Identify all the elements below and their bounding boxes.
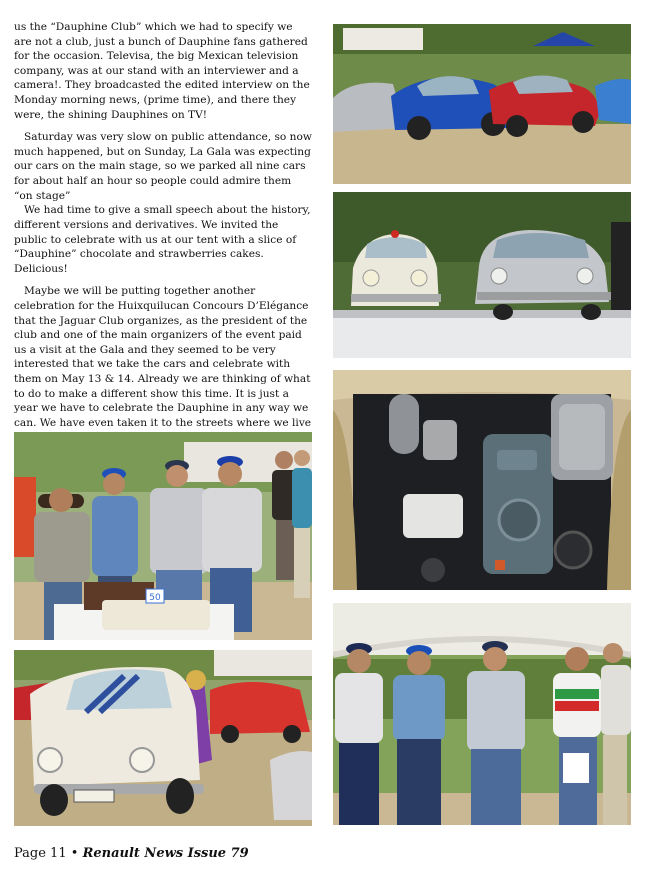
page-number: Page 11: [14, 846, 67, 861]
issue-title: Renault News Issue 79: [82, 846, 249, 861]
photo-stage-speech: [333, 603, 631, 825]
footer-bullet: •: [70, 846, 79, 861]
photo-club-members-with-cake: [14, 432, 312, 640]
page-footer: [14, 846, 249, 861]
article-text: [14, 20, 312, 468]
photo-two-dauphines: [333, 192, 631, 358]
photo-cream-dauphine: [14, 650, 312, 826]
cake-candle-number: 50: [149, 593, 161, 603]
article-paragraph-3: We had time to give a small speech about the history, different versions and derivatives. We invited the public to celebrate with us at our tent with a slice of “Dauphine” chocolate and strawberries cakes. Delicious!: [14, 204, 311, 275]
photo-blue-red-alpines: [333, 24, 631, 184]
article-paragraph-2: Saturday was very slow on public attendance, so now much happened, but on Sunday, La Gala was expecting our cars on the main stage, so we parked all nine cars for about half an hour so people could admire them “on stage”: [14, 131, 312, 202]
photo-engine-bay: [333, 370, 631, 590]
article-paragraph-1: us the “Dauphine Club” which we had to specify we are not a club, just a bunch of Dauphine fans gathered for the occasion. Televisa, the big Mexican television company, was at our stand with an interviewer and a camera!. They broadcasted the edited interview on the Monday morning news, (prime time), and there they were, the shining Dauphines on TV!: [14, 21, 310, 121]
article-paragraph-4: Maybe we will be putting together another celebration for the Huixquilucan Concours D’Elégance that the Jaguar Club organizes, as the president of the club and one of the main organizers of the event paid us a visit at the Gala and they seemed to be very interested that we take the cars and celebrate with them on May 13 & 14. Already we are thinking of what to do to make a different show this time. It is just a year we have to celebrate the Dauphine in any way we can. We have even taken it to the streets where we live: [14, 285, 312, 429]
